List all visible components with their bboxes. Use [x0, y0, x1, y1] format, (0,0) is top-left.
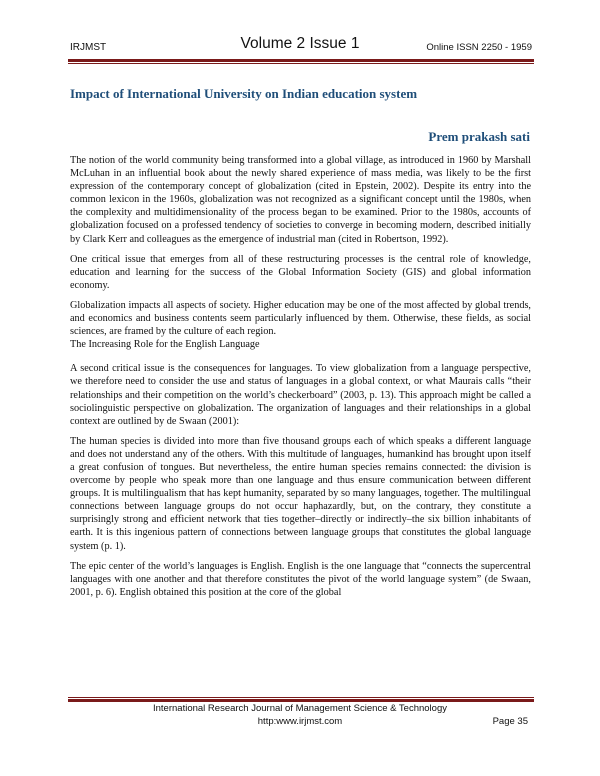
page-number: Page 35	[492, 716, 528, 727]
section-subheading: The Increasing Role for the English Language	[70, 339, 260, 351]
journal-short-name: IRJMST	[70, 42, 107, 53]
block-quote: The human species is divided into more than five thousand groups each of which speaks a different language and does not understand any of the others. With this multitude of languages, humankind has brought upon itself a great confusion of tongues. But nevertheless, the entire human species remains connected: the division is overcome by people who speak more than one language and thus ensure communication between different groups. It is multilingualism that has kept humanity, separated by so many languages, together. The multilingual connections between language groups do not occur haphazardly, but, on the contrary, they constitute a surprisingly strong and efficient network that ties together–directly or indirectly–the six billion inhabitants of earth. It is this ingenious pattern of connections between language groups that constitutes the global language system (p. 1).	[70, 435, 531, 552]
article-body	[70, 154, 531, 606]
paragraph: The epic center of the world’s languages is English. English is the one language that “connects the supercentral languages with one another and that therefore constitutes the pivot of the world language system” (de Swaan, 2001, p. 6). English obtained this position at the core of the global	[70, 560, 531, 598]
article-title: Impact of International University on Indian education system	[70, 86, 418, 101]
paragraph: One critical issue that emerges from all of these restructuring processes is the central role of knowledge, education and learning for the success of the Global Information Society (GIS) and global information economy.	[70, 253, 531, 291]
paragraph: Globalization impacts all aspects of society. Higher education may be one of the most affected by global trends, and economics and business contents seem particularly influenced by them. Otherwise, these fields, as social sciences, are framed by the culture of each region.	[70, 299, 531, 338]
paragraph: A second critical issue is the consequences for languages. To view globalization from a language perspective, we therefore need to consider the use and status of languages in a global context, or what Maurais calls “their relationships and their competition on the world’s checkerboard” (2003, p. 13). This approach might be called a sociolinguistic perspective on globalization. The organization of languages and their relationships in a global context are outlined by de Swaan (2001):	[70, 363, 531, 427]
article-author: Prem prakash sati	[428, 129, 530, 144]
footer-divider	[68, 697, 534, 702]
header-divider	[68, 59, 534, 64]
footer-url: http:www.irjmst.com	[257, 716, 343, 727]
footer-journal-name: International Research Journal of Management Science & Technology	[153, 703, 447, 714]
volume-issue: Volume 2 Issue 1	[240, 35, 360, 52]
issn-label: Online ISSN 2250 - 1959	[426, 42, 532, 53]
paragraph: The notion of the world community being transformed into a global village, as introduced in 1960 by Marshall McLuhan in an influential book about the newly shared experience of mass media, was likely to be the first expression of the contemporary concept of globalization (cited in Epstein, 2002). Despite its entry into the common lexicon in the 1960s, globalization was not recognized as a significant concept until the 1980s, when the complexity and multidimensionality of the process began to be examined. Prior to the 1980s, accounts of globalization focused on a professed tendency of societies to converge in becoming modern, described initially by Clark Kerr and colleagues as the emergence of industrial man (cited in Robertson, 1992).	[70, 155, 531, 245]
